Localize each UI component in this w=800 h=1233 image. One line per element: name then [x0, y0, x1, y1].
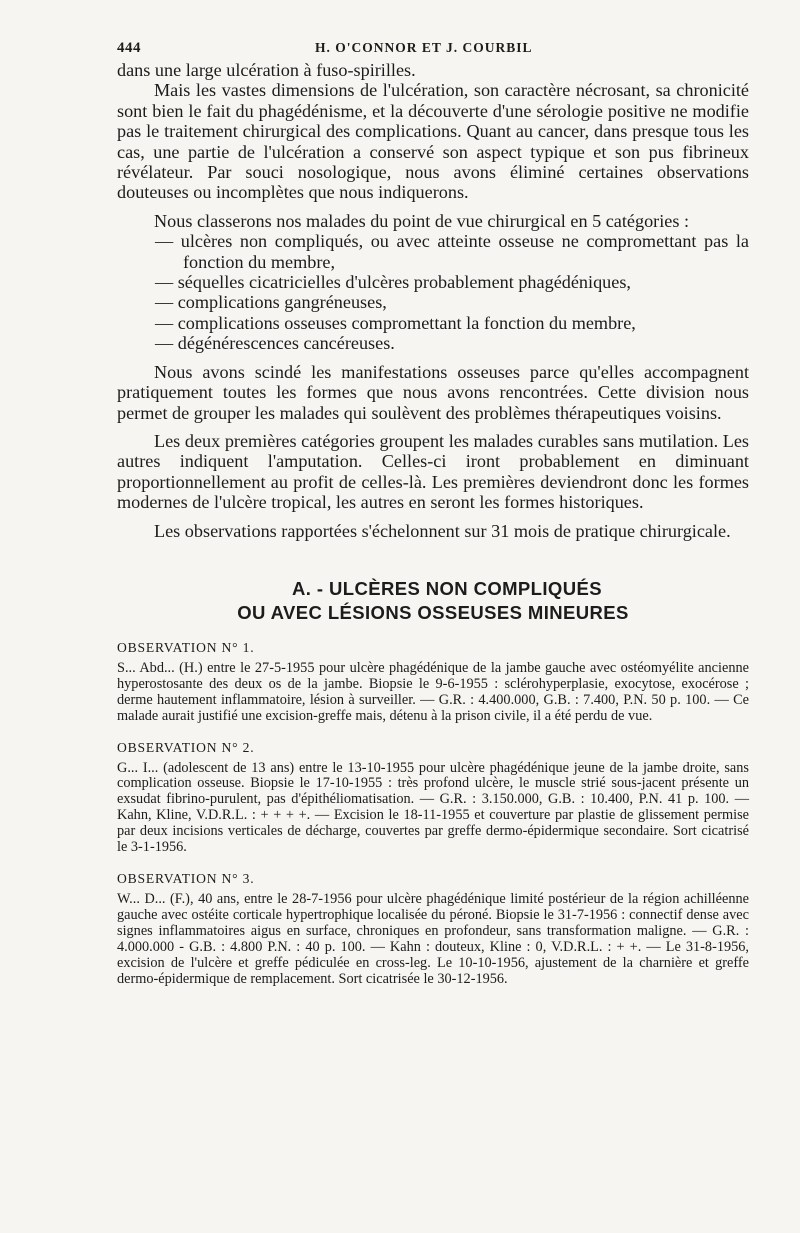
section-heading-line2: OU AVEC LÉSIONS OSSEUSES MINEURES — [237, 601, 629, 623]
running-title: H. O'CONNOR ET J. COURBIL — [315, 40, 533, 55]
paragraph: Les observations rapportées s'échelonnent sur 31 mois de pratique chirurgicale. — [154, 520, 731, 541]
page-number: 444 — [117, 40, 141, 56]
observation-text: G... I... (adolescent de 13 ans) entre le 13-10-1955 pour ulcère phagédénique jeune de la jambe droite, sans complication osseuse. Biopsie le 17-10-1955 : très profond ulcère, le muscle strié sous-jacent présente un exsudat fibrino-purulent, pas d'épithéliomatisation. — G.R. : 3.150.000, G.B. : 10.400, P.N. 41 p. 100. — Kahn, Kline, V.D.R.L. : + + + +. — Excision le 18-11-1955 et couverture par plastie de glissement permise par deux incisions verticales de décharge, couvertes par greffe dermo-épidermique secondaire. Sort cicatrisé le 3-1-1956. — [117, 759, 749, 856]
section-heading-line1: A. - ULCÈRES NON COMPLIQUÉS — [292, 577, 602, 599]
paragraph: Mais les vastes dimensions de l'ulcération, son caractère nécrosant, sa chronicité sont bien le fait du phagédénisme, et la découverte d'une sérologie positive ne modifie pas le traitement chirurgical des complications. Quant au cancer, dans presque tous les cas, une partie de l'ulcération a conservé son aspect typique et son pus fibrineux révélateur. Par souci nosologique, nous avons éliminé certaines observations douteuses ou incomplètes que nous indiquerons. — [117, 80, 749, 203]
observation-1 — [117, 639, 749, 725]
observation-3 — [117, 870, 749, 987]
category-item: — séquelles cicatricielles d'ulcères probablement phagédéniques, — [155, 272, 631, 293]
observation-text: W... D... (F.), 40 ans, entre le 28-7-1956 pour ulcère phagédénique limité postérieur de la région achilléenne gauche avec ostéite corticale hypertrophique localisée du péroné. Biopsie le 31-7-1956 : connectif dense avec signes inflammatoires aigus en surface, chroniques en profondeur, sans transformation maligne. — G.R. : 4.000.000 - G.B. : 4.800 P.N. : 40 p. 100. — Kahn : douteux, Kline : 0, V.D.R.L. : + +. — Le 31-8-1956, excision de l'ulcère et greffe pédiculée en cross-leg. Le 10-10-1956, ajustement de la charnière et greffe dermo-épidermique de remplacement. Sort cicatrisée le 30-12-1956. — [117, 891, 749, 987]
section-heading — [117, 577, 749, 625]
page — [117, 30, 749, 987]
category-item: — dégénérescences cancéreuses. — [155, 333, 395, 354]
observation-title: OBSERVATION N° 1. — [117, 639, 255, 655]
observation-2 — [117, 739, 749, 856]
category-item: — ulcères non compliqués, ou avec atteinte osseuse ne compromettant pas la fonction du membre, — [155, 231, 749, 272]
category-list — [117, 231, 749, 353]
observation-title: OBSERVATION N° 3. — [117, 871, 255, 886]
body-text — [117, 60, 749, 541]
paragraph: Nous avons scindé les manifestations osseuses parce qu'elles accompagnent pratiquement toutes les formes que nous avons rencontrées. Cette division nous permet de grouper les malades qui soulèvent des problèmes thérapeutiques voisins. — [117, 361, 749, 423]
running-head — [117, 30, 749, 60]
observation-title: OBSERVATION N° 2. — [117, 739, 255, 755]
paragraph: dans une large ulcération à fuso-spirilles. — [117, 60, 416, 80]
paragraph: Nous classerons nos malades du point de vue chirurgical en 5 catégories : — [154, 210, 690, 231]
category-item: — complications gangréneuses, — [155, 292, 387, 313]
observation-text: S... Abd... (H.) entre le 27-5-1955 pour ulcère phagédénique de la jambe gauche avec ostéomyélite ancienne hyperostosante des deux os de la jambe. Biopsie le 9-6-1955 : sclérohyperplasie, exocytose, exocérose ; derme hautement inflammatoire, lésion à surveiller. — G.R. : 4.400.000, G.B. : 7.400, P.N. 50 p. 100. — Ce malade aurait justifié une excision-greffe mais, détenu à la prison civile, il a été perdu de vue. — [117, 659, 749, 724]
paragraph: Les deux premières catégories groupent les malades curables sans mutilation. Les autres indiquent l'amputation. Celles-ci iront probablement en diminuant proportionnellement au profit de celles-là. Les premières deviendront donc les formes modernes de l'ulcère tropical, les autres en seront les formes historiques. — [117, 430, 749, 513]
category-item: — complications osseuses compromettant la fonction du membre, — [155, 312, 636, 333]
